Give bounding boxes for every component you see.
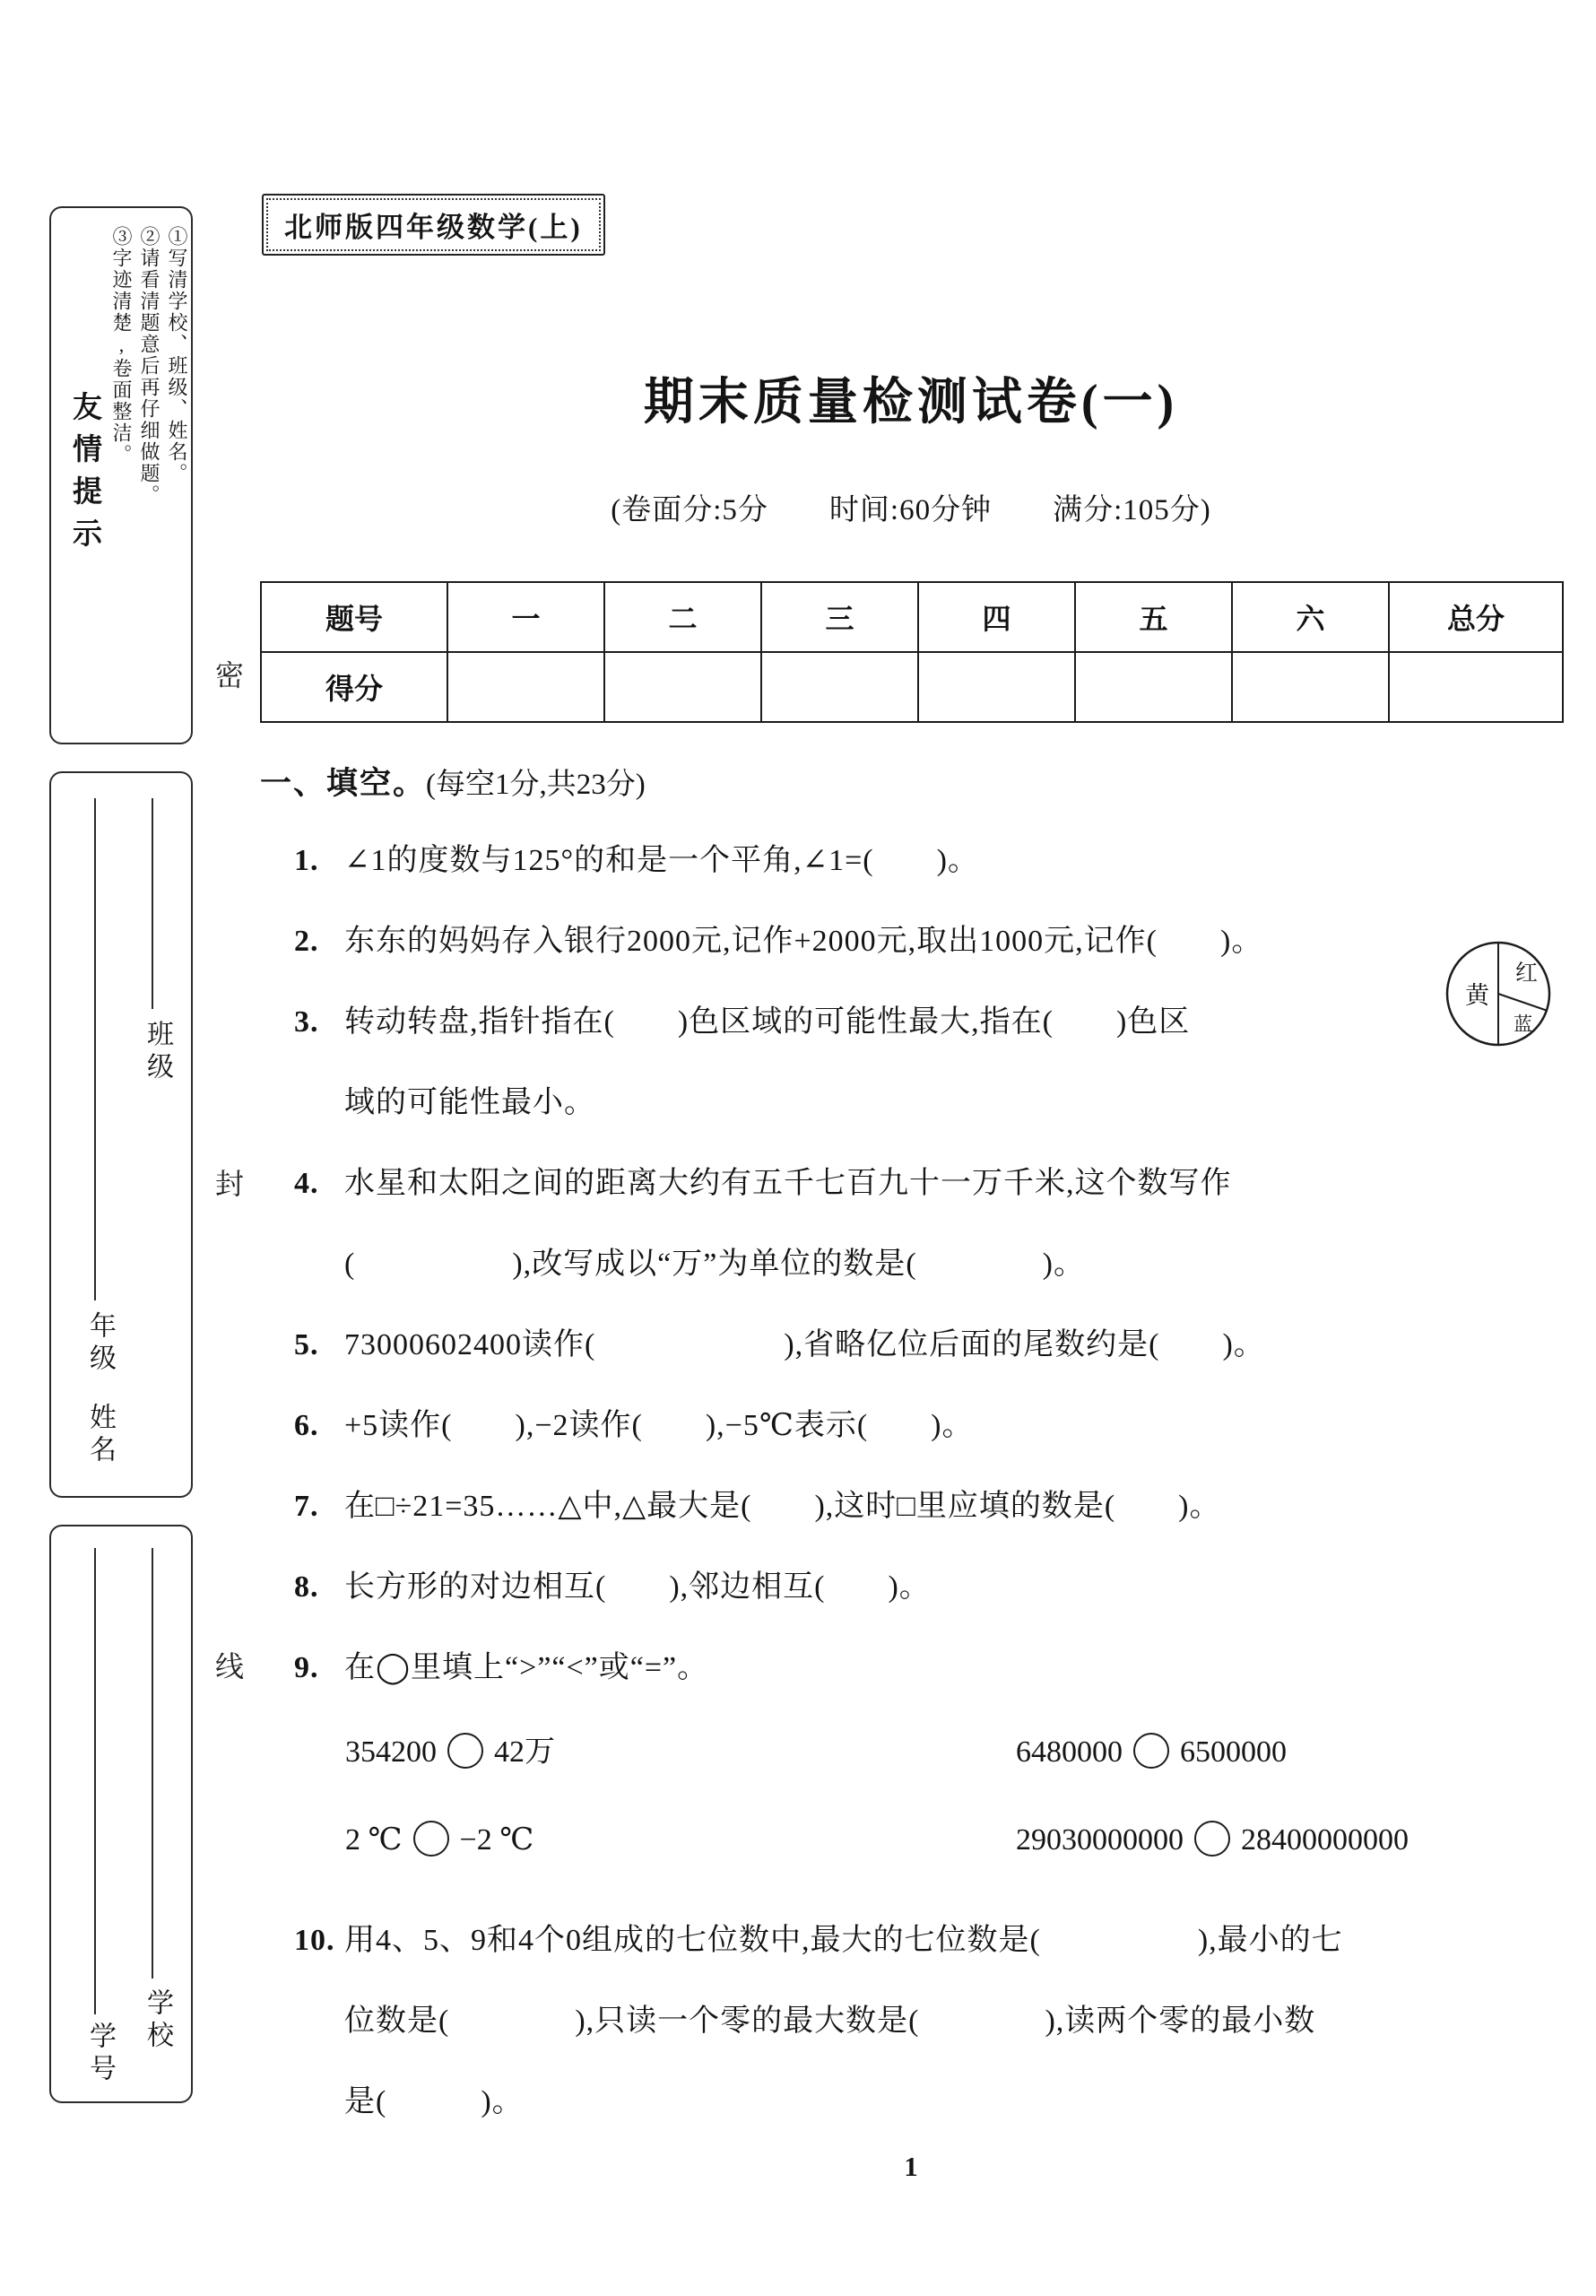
score-cell xyxy=(447,652,604,722)
question-4-text-line-1: 水星和太阳之间的距离大约有五千七百九十一万千米,这个数写作 xyxy=(344,1167,1232,1200)
question-3 xyxy=(260,982,1562,1063)
comparison-circle xyxy=(1133,1733,1169,1769)
question-5 xyxy=(260,1305,1562,1386)
spinner-label-red: 红 xyxy=(1515,961,1539,986)
comparison-pair xyxy=(345,1709,1016,1796)
school-label: 学校 xyxy=(143,1988,172,2053)
spinner-svg xyxy=(1444,939,1553,1048)
spinner-divider-right xyxy=(1498,994,1548,1011)
section-one-heading xyxy=(260,759,646,804)
question-9-comparison-row-1 xyxy=(260,1709,1562,1796)
school-fill-line xyxy=(152,1548,153,1979)
section-one-note: (每空1分,共23分) xyxy=(426,769,646,801)
question-10-text-line-2: 位数是( ),只读一个零的最大数是( ),读两个零的最小数 xyxy=(344,2005,1316,2038)
friendly-notice-box xyxy=(49,206,193,744)
student-no-label: 学号 xyxy=(85,2022,115,2086)
question-2-number: 2. xyxy=(294,925,319,958)
student-no-fill-line xyxy=(94,1548,96,2014)
question-8 xyxy=(260,1547,1562,1628)
school-info-box xyxy=(49,1525,193,2103)
question-3-number: 3. xyxy=(294,1005,319,1039)
header-cell-1: 一 xyxy=(447,582,604,652)
question-1-text: ∠1的度数与125°的和是一个平角,∠1=( )。 xyxy=(344,844,979,877)
question-9 xyxy=(260,1628,1562,1709)
page-title: 期末质量检测试卷(一) xyxy=(643,375,1179,430)
header-cell-4: 四 xyxy=(918,582,1075,652)
question-6-text: +5读作( ),−2读作( ),−5℃表示( )。 xyxy=(344,1409,974,1442)
notice-item: ③字迹清楚,卷面整洁。 xyxy=(110,226,133,465)
notice-title: 友情提示 xyxy=(68,391,100,560)
score-cell-total xyxy=(1389,652,1563,722)
paper-subtitle: (卷面分:5分 时间:60分钟 满分:105分) xyxy=(611,494,1211,526)
question-4-text-line-2: ( ),改写成以“万”为单位的数是( )。 xyxy=(344,1248,1085,1281)
comparison-value-left: 2 ℃ xyxy=(345,1823,403,1857)
seal-mark-xian: 线 xyxy=(215,1650,245,1683)
question-list xyxy=(260,821,1562,2143)
name-label: 姓名 xyxy=(85,1403,115,1467)
score-cell xyxy=(1232,652,1389,722)
question-1 xyxy=(260,821,1562,901)
comparison-value-left: 29030000000 xyxy=(1016,1823,1184,1857)
question-8-number: 8. xyxy=(294,1570,319,1604)
score-table-header-row xyxy=(261,582,1563,652)
spinner-label-yellow: 黄 xyxy=(1465,982,1489,1009)
question-6-number: 6. xyxy=(294,1409,319,1442)
comparison-circle xyxy=(1194,1821,1230,1857)
class-label: 班级 xyxy=(143,1020,172,1084)
notice-items xyxy=(108,226,191,725)
comparison-value-right: 6500000 xyxy=(1180,1735,1287,1769)
comparison-value-right: 28400000000 xyxy=(1241,1823,1409,1857)
spinner-label-blue: 蓝 xyxy=(1514,1013,1532,1035)
comparison-value-right: −2 ℃ xyxy=(459,1823,534,1857)
main-content xyxy=(260,0,1562,2296)
question-4-continued xyxy=(260,1224,1562,1305)
question-3-continued xyxy=(260,1063,1562,1144)
comparison-value-right: 42万 xyxy=(494,1735,555,1769)
score-row-label: 得分 xyxy=(261,652,447,722)
question-10-number: 10. xyxy=(294,1924,335,1957)
question-7 xyxy=(260,1466,1562,1547)
header-cell-2: 二 xyxy=(604,582,761,652)
question-10-block xyxy=(260,1900,1562,2143)
header-cell-3: 三 xyxy=(761,582,918,652)
score-table xyxy=(260,581,1564,723)
header-cell-total: 总分 xyxy=(1389,582,1563,652)
question-7-text: 在□÷21=35……△中,△最大是( ),这时□里应填的数是( )。 xyxy=(344,1490,1221,1523)
seal-mark-feng: 封 xyxy=(215,1168,245,1200)
score-cell xyxy=(761,652,918,722)
comparison-circle xyxy=(447,1733,483,1769)
question-2-text: 东东的妈妈存入银行2000元,记作+2000元,取出1000元,记作( )。 xyxy=(344,925,1263,958)
header-cell-6: 六 xyxy=(1232,582,1389,652)
question-5-number: 5. xyxy=(294,1328,319,1361)
class-info-box xyxy=(49,771,193,1498)
question-3-text-line-1: 转动转盘,指针指在( )色区域的可能性最大,指在( )色区 xyxy=(344,1005,1191,1039)
spinner-diagram xyxy=(1444,939,1553,1048)
question-5-text: 73000602400读作( ),省略亿位后面的尾数约是( )。 xyxy=(344,1328,1265,1361)
comparison-pair xyxy=(1016,1796,1409,1884)
comparison-value-left: 6480000 xyxy=(1016,1735,1123,1769)
question-2 xyxy=(260,901,1562,982)
edition-badge-text: 北师版四年级数学(上) xyxy=(266,198,601,251)
question-1-number: 1. xyxy=(294,844,319,877)
question-4-number: 4. xyxy=(294,1167,319,1200)
seal-mark-mi: 密 xyxy=(215,659,245,691)
grade-fill-line xyxy=(94,798,96,1300)
comparison-value-left: 354200 xyxy=(345,1735,437,1769)
page-number: 1 xyxy=(904,2151,918,2182)
header-cell-5: 五 xyxy=(1075,582,1232,652)
question-7-number: 7. xyxy=(294,1490,319,1523)
comparison-pair xyxy=(1016,1709,1287,1796)
question-6 xyxy=(260,1386,1562,1466)
section-one-title: 一、填空。 xyxy=(260,766,427,801)
notice-item: ①写清学校、班级、姓名。 xyxy=(166,226,188,484)
score-cell xyxy=(604,652,761,722)
question-3-text-line-2: 域的可能性最小。 xyxy=(344,1086,595,1119)
class-fill-line xyxy=(152,798,153,1009)
score-cell xyxy=(1075,652,1232,722)
score-cell xyxy=(918,652,1075,722)
question-9-text: 在◯里填上“>”“<”或“=”。 xyxy=(344,1651,709,1684)
notice-item: ②请看清题意后再仔细做题。 xyxy=(138,226,160,506)
question-4 xyxy=(260,1144,1562,1224)
question-9-number: 9. xyxy=(294,1651,319,1684)
question-10-continued xyxy=(260,2062,1562,2143)
question-10-text-line-1: 用4、5、9和4个0组成的七位数中,最大的七位数是( ),最小的七 xyxy=(344,1924,1343,1957)
comparison-pair xyxy=(345,1796,1016,1884)
question-8-text: 长方形的对边相互( ),邻边相互( )。 xyxy=(344,1570,931,1604)
grade-label: 年级 xyxy=(85,1311,115,1376)
header-cell-question-no: 题号 xyxy=(261,582,447,652)
score-table-score-row xyxy=(261,652,1563,722)
question-9-comparison-row-2 xyxy=(260,1796,1562,1884)
question-10 xyxy=(260,1900,1562,1981)
question-10-continued xyxy=(260,1981,1562,2062)
question-10-text-line-3: 是( )。 xyxy=(344,2085,524,2118)
comparison-circle xyxy=(413,1821,449,1857)
